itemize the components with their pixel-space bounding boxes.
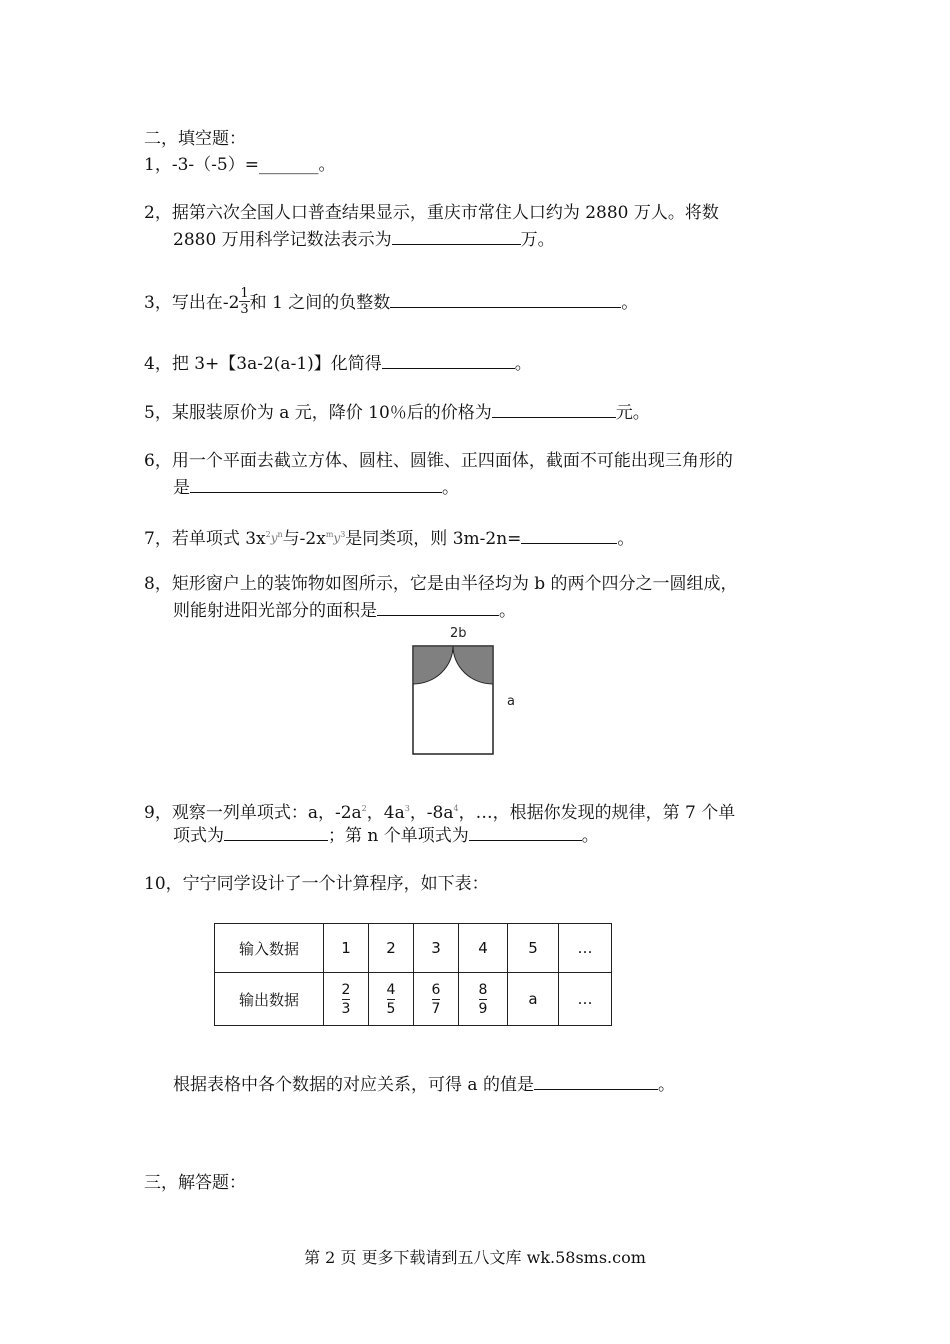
q9-text-d: ，…，根据你发现的规律，第 7 个单: [458, 803, 736, 823]
q2-blank: [392, 228, 521, 245]
q1-text: -3-（-5）=: [171, 155, 259, 175]
output-fraction: [432, 981, 441, 1018]
q7-sup-4: 3: [340, 530, 346, 539]
q2-number: 2，: [144, 203, 172, 223]
q3-fraction: [239, 286, 249, 317]
frac-numerator: 2: [341, 981, 351, 998]
question-10-answer-line: [173, 1073, 675, 1096]
q4-number: 4，: [144, 354, 172, 374]
q7-text-c: 与-2x: [282, 529, 326, 549]
section-3-title: 三，解答题：: [144, 1173, 246, 1193]
question-7: [144, 524, 634, 550]
q2-end: 万。: [520, 230, 555, 250]
frac-denominator: 7: [431, 1000, 441, 1017]
q10-blank: [534, 1073, 658, 1090]
q7-blank: [521, 527, 617, 544]
question-5: [144, 401, 650, 424]
question-2-cont: [173, 228, 555, 251]
table-cell: 3: [414, 924, 459, 973]
figure-label-a: a: [507, 694, 515, 709]
q9-line2-b: ；第 n 个单项式为: [328, 826, 469, 846]
q7-text-e: 是同类项，则 3m-2n=: [345, 529, 522, 549]
question-2: [144, 202, 719, 224]
q6-line1: 用一个平面去截立方体、圆柱、圆锥、正四面体，截面不可能出现三角形的: [171, 451, 733, 471]
question-8-cont: [173, 599, 516, 622]
window-figure: [405, 622, 535, 762]
q3-frac-num: 1: [240, 286, 249, 301]
table-cell: 1: [324, 924, 369, 973]
frac-numerator: 6: [431, 981, 441, 998]
q8-end: 。: [499, 601, 516, 621]
q9-blank-2: [469, 824, 582, 841]
q7-number: 7，: [144, 529, 172, 549]
table-cell: [414, 973, 459, 1026]
table-row-output: [215, 973, 612, 1026]
q9-blank-1: [224, 824, 328, 841]
question-8: [144, 573, 738, 595]
q9-line2-a: 项式为: [173, 826, 224, 846]
q9-sup-2: 3: [404, 804, 410, 813]
table-cell: 5: [508, 924, 559, 973]
question-9: [144, 798, 735, 824]
q9-text-a: 观察一列单项式：a，-2a: [171, 803, 362, 823]
output-fraction: [342, 981, 351, 1018]
q7-sup-1: 2: [265, 530, 271, 539]
q2-line2: 2880 万用科学记数法表示为: [173, 230, 392, 250]
figure-label-2b: 2b: [450, 626, 467, 641]
q7-y2: y: [333, 531, 341, 545]
q6-number: 6，: [144, 451, 172, 471]
q8-line2: 则能射进阳光部分的面积是: [173, 601, 377, 621]
q6-blank: [190, 476, 442, 493]
frac-denominator: 9: [478, 1000, 488, 1017]
table-cell: 2: [369, 924, 414, 973]
q4-blank: [382, 352, 515, 369]
q10-text: 宁宁同学设计了一个计算程序，如下表：: [182, 874, 489, 894]
table-cell: 4: [459, 924, 508, 973]
q7-sup-2: n: [277, 530, 283, 539]
q3-end: 。: [621, 293, 639, 313]
q5-end: 元。: [615, 403, 650, 423]
q3-frac-den: 3: [240, 302, 249, 317]
q4-end: 。: [514, 354, 532, 374]
q7-end: 。: [617, 529, 635, 549]
page-footer: 第 2 页 更多下载请到五八文库 wk.58sms.com: [304, 1248, 646, 1267]
frac-denominator: 3: [341, 1000, 351, 1017]
left-quarter-circle: [413, 646, 453, 684]
question-1: [144, 154, 335, 176]
question-3: [144, 288, 638, 319]
q5-number: 5，: [144, 403, 172, 423]
q8-line1: 矩形窗户上的装饰物如图所示，它是由半径均为 b 的两个四分之一圆组成，: [171, 574, 738, 594]
table-row-input: [215, 924, 612, 973]
question-10: [144, 873, 489, 895]
q9-number: 9，: [144, 803, 172, 823]
q3-number: 3，: [144, 293, 172, 313]
question-6-cont: [173, 476, 459, 499]
section-2-title: 二，填空题：: [144, 129, 246, 149]
q6-end: 。: [442, 478, 459, 498]
q3-text-a: 写出在-2: [171, 293, 240, 313]
table-header-output: 输出数据: [215, 973, 324, 1026]
right-quarter-circle: [453, 646, 493, 684]
q8-number: 8，: [144, 574, 172, 594]
table-header-input: 输入数据: [215, 924, 324, 973]
q9-end: 。: [581, 826, 599, 846]
frac-denominator: 5: [386, 1000, 396, 1017]
q1-blank: _______: [258, 155, 319, 175]
q7-sup-3: m: [325, 530, 334, 539]
output-fraction: [479, 981, 488, 1018]
table-cell: …: [559, 924, 612, 973]
q9-text-b: ，4a: [366, 803, 405, 823]
io-table: [214, 923, 612, 1026]
q5-text: 某服装原价为 a 元，降价 10％后的价格为: [171, 403, 492, 423]
q9-sup-3: 4: [453, 804, 459, 813]
q1-end: 。: [318, 155, 336, 175]
q10-number: 10，: [144, 874, 183, 894]
q9-sup-1: 2: [361, 804, 367, 813]
q3-text-b: 和 1 之间的负整数: [249, 293, 391, 313]
table-cell: [459, 973, 508, 1026]
frac-numerator: 4: [386, 981, 396, 998]
q7-y1: y: [270, 531, 278, 545]
table-cell: a: [508, 973, 559, 1026]
q5-blank: [492, 401, 616, 418]
q1-number: 1，: [144, 155, 172, 175]
question-6: [144, 450, 733, 472]
table-cell: …: [559, 973, 612, 1026]
q6-line2: 是: [173, 478, 190, 498]
q10-after: 根据表格中各个数据的对应关系，可得 a 的值是: [173, 1075, 534, 1095]
q2-line1: 据第六次全国人口普查结果显示，重庆市常住人口约为 2880 万人。将数: [171, 203, 719, 223]
q3-blank: [390, 291, 621, 308]
table-cell: [324, 973, 369, 1026]
q7-text-a: 若单项式 3x: [171, 529, 266, 549]
table-cell: [369, 973, 414, 1026]
q9-text-c: ，-8a: [409, 803, 454, 823]
q10-end: 。: [657, 1075, 675, 1095]
q4-text: 把 3+【3a-2(a-1)】化简得: [171, 354, 382, 374]
question-4: [144, 352, 532, 375]
frac-numerator: 8: [478, 981, 488, 998]
output-fraction: [387, 981, 396, 1018]
question-9-cont: [173, 824, 599, 847]
q8-blank: [377, 599, 499, 616]
